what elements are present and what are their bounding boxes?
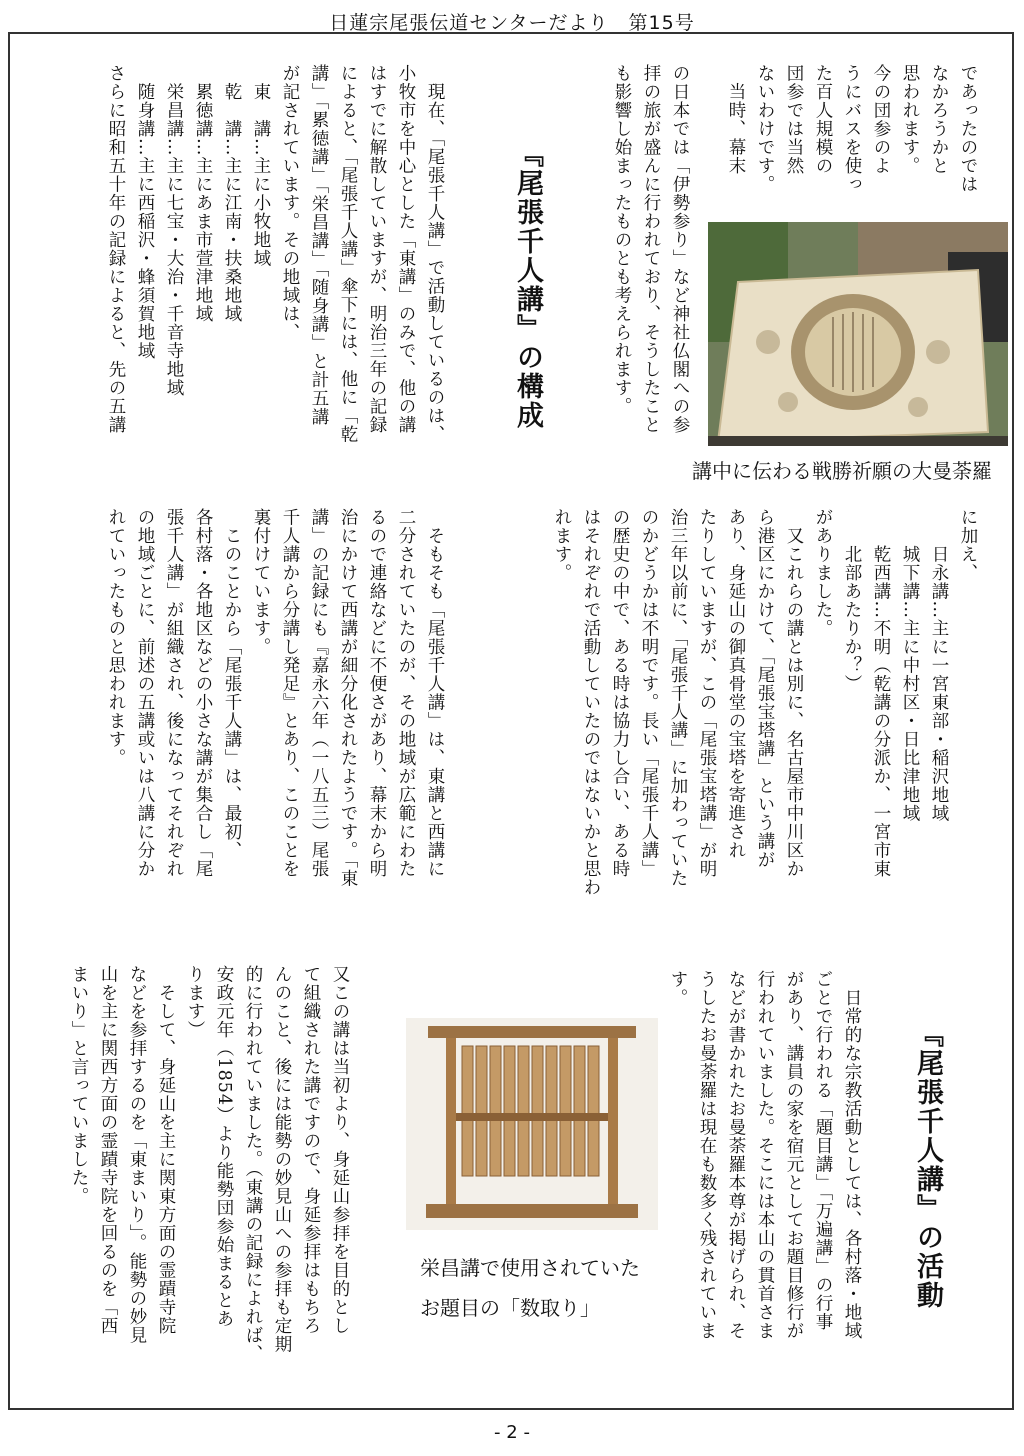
section1-heading: 『尾張千人講』の構成 xyxy=(512,140,543,430)
middle-left-text: そもそも「尾張千人講」は、東講と西講に 二分されていたのが、その地域が広範にわた るので連絡などに不便さがあり、幕末から明 治にかけて西講が細分化されたようです。「東 講」の記録にも『嘉永六年（一八五三）尾張 千人講から分講し発足』とあり、このことを 裏付けています。 このことから「尾張千人講」は、最初、 各村落・各地区などの小さな講が集合し「尾 張千人講」が組織され、後になってそれぞれ の地域ごとに、前述の五講或いは八講に分か れていったものと思われます。 xyxy=(106,508,445,888)
mandala-photo xyxy=(708,222,1008,446)
section2-body: 日常的な宗教活動としては、各村落・地域 ごとで行われる「題目講」「万遍講」の行事 があり、講員の家を宿元としてお題目修行が 行われていました。そこには本山の貫首さま などが書かれたお曼荼羅本尊が掲げられ、そ うしたお曼荼羅は現在も数多く残されていま す。 xyxy=(668,970,862,1340)
counting-board-caption-1: 栄昌講で使用されていた xyxy=(420,1256,640,1280)
section2-heading: 『尾張千人講』の活動 xyxy=(912,1020,943,1310)
section1-body: 現在、「尾張千人講」で活動しているのは、 小牧市を中心とした「東講」のみで、他の講 はすでに解散していますが、明治三年の記録 によると、「尾張千人講」傘下には、他に「乾 講」「累徳講」「栄昌講」「随身講」と計五講 が記されています。その地域は、 東 講…主に小牧地域 乾 講…主に江南・扶桑地域 累徳講…主にあま市萱津地域 栄昌講…主に七宝・大治・千音寺地域 随身講…主に西稲沢・蜂須賀地域 さらに昭和五十年の記録によると、先の五講 xyxy=(106,64,445,444)
counting-board-photo xyxy=(406,1018,658,1230)
counting-board-caption-2: お題目の「数取り」 xyxy=(420,1296,600,1320)
page-number: - 2 - xyxy=(494,1422,530,1443)
intro-text-short: であったのでは なかろうかと 思われます。 今の団参のよ うにバスを使っ た百人規模の 団参では当然 ないわけです。 当時、幕末 xyxy=(726,64,978,194)
middle-right-text: に加え、 日永講…主に一宮東部・稲沢地域 城下講…主に中村区・日比津地域 乾西講…不明（乾講の分派か、一宮市東 北部あたりか？） がありました。 又これらの講とは別に、名古屋市中川区か ら港区にかけて、「尾張宝塔講」という講が あり、身延山の御真骨堂の宝塔を寄進され たりしていますが、この「尾張宝塔講」が明 治三年以前に、「尾張千人講」に加わっていた のかどうかは不明です。長い「尾張千人講」 の歴史の中で、ある時は協力し合い、ある時 はそれぞれで活動していたのではないかと思わ れます。 xyxy=(552,508,978,897)
intro-text-long: の日本では「伊勢参り」など神社仏閣への参 拝の旅が盛んに行われており、そうしたこと も影響し始まったものとも考えられます。 xyxy=(612,64,690,434)
mandala-caption: 講中に伝わる戦勝祈願の大曼荼羅 xyxy=(692,459,992,483)
newsletter-header: 日蓮宗尾張伝道センターだより 第15号 xyxy=(329,12,695,34)
bottom-left-text: 又この講は当初より、身延山参拝を目的とし て組織された講ですので、身延参拝はもちろ んのこと、後には能勢の妙見山への参拝も定期 的に行われていました。（東講の記録によれば、 安政元年（1854）より能勢団参始まるとあ ります） そして、身延山を主に関東方面の霊蹟寺院 などを参拝するのを「東まいり」。能勢の妙見 山を主に関西方面の霊蹟寺院を回るのを「西 まいり」と言っていました。 xyxy=(69,965,350,1364)
